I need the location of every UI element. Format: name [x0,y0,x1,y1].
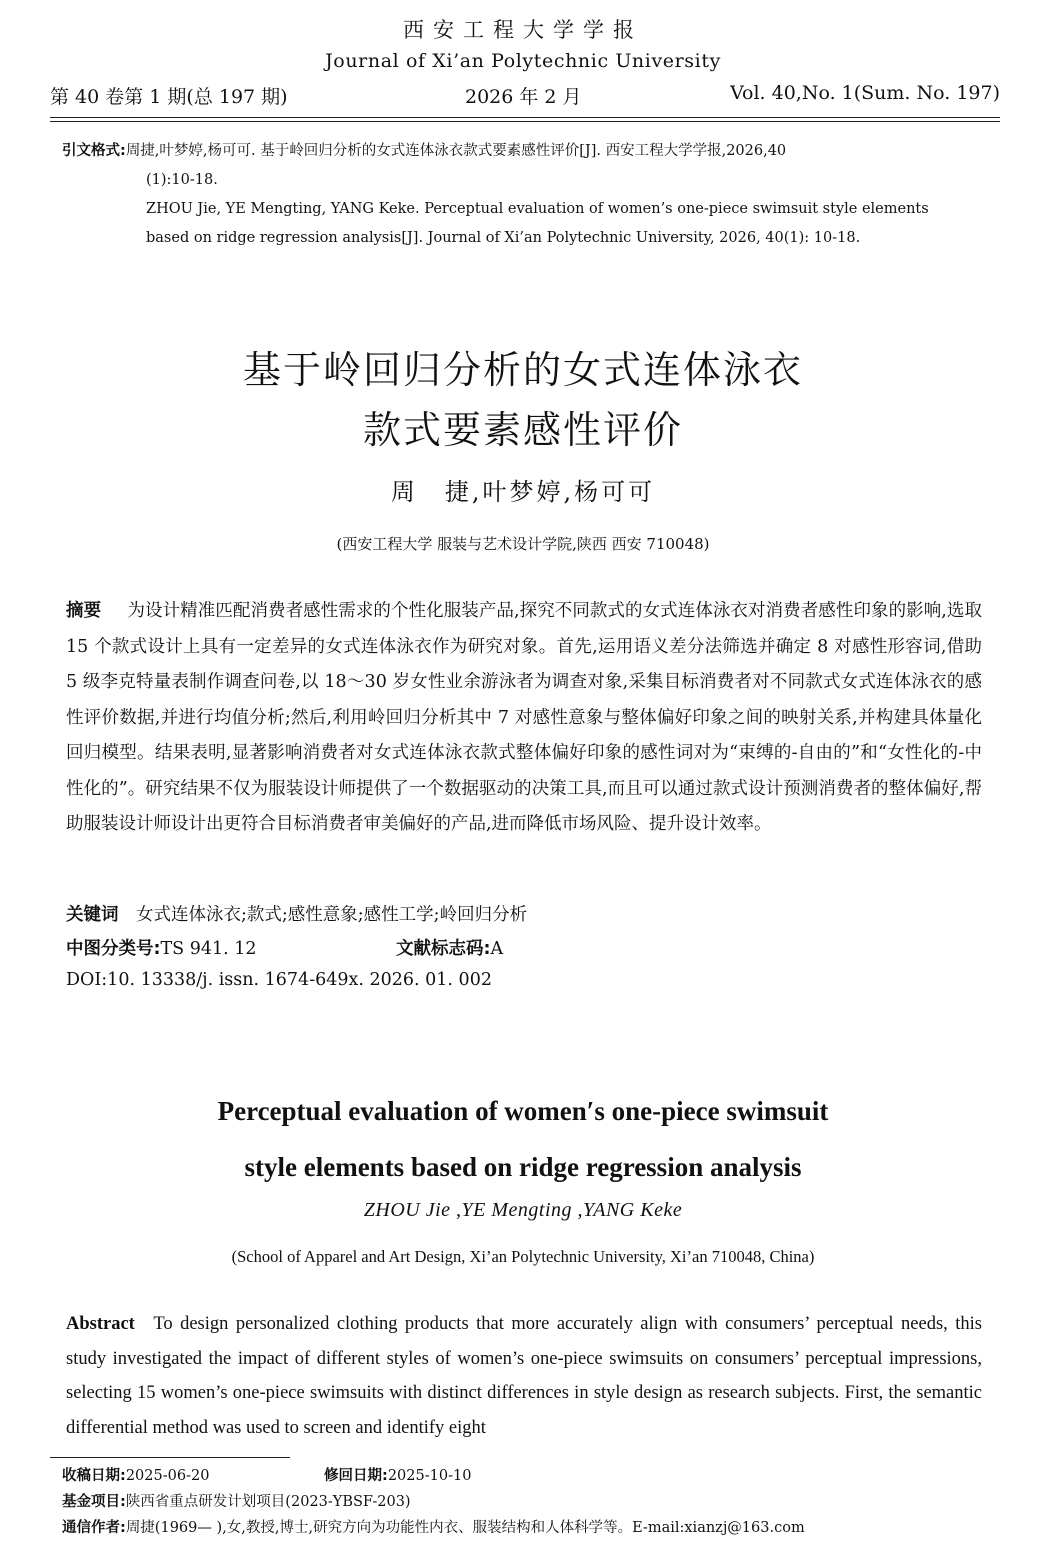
citation-cn-line2: (1):10-18. [146,172,218,188]
issue-en: Vol. 40,No. 1(Sum. No. 197) [730,82,1000,104]
clc-label: 中图分类号: [66,939,161,959]
doc-code [396,935,503,960]
paper-title-cn-line1: 基于岭回归分析的女式连体泳衣 [242,348,803,392]
header-rule-top [50,117,1000,118]
fund-text: 陕西省重点研发计划项目(2023-YBSF-203) [125,1494,411,1510]
citation-cn-line1: 周捷,叶梦婷,杨可可. 基于岭回归分析的女式连体泳衣款式要素感性评价[J]. 西安工程大学学报,2026,40 [125,143,787,159]
corr-text: 周捷(1969— ),女,教授,博士,研究方向为功能性内衣、服装结构和人体科学等。E-mail:xianzj@163.com [125,1520,805,1536]
keywords-cn [66,901,527,926]
footnote-rule [50,1457,290,1458]
abstract-cn [66,594,982,843]
journal-name-en: Journal of Xi’an Polytechnic University [325,50,721,72]
citation-en-line1: ZHOU Jie, YE Mengting, YANG Keke. Perceptual evaluation of women’s one-piece swimsuit style elements [146,201,929,217]
clc-value: TS 941. 12 [160,939,257,959]
header-rule-bottom [50,121,1000,122]
classification-row [66,935,666,960]
paper-title-cn [0,340,1046,460]
issue-cn: 第 40 卷第 1 期(总 197 期) [50,86,288,108]
paper-title-cn-line2: 款式要素感性评价 [362,408,683,452]
received-date: 2025-06-20 [125,1468,210,1484]
abstract-en [66,1307,982,1445]
corr-label: 通信作者: [62,1520,126,1536]
footnote-dates [62,1464,962,1485]
citation-label: 引文格式: [62,143,126,159]
citation-block [62,137,1030,253]
issue-date: 2026 年 2 月 [465,86,582,108]
abstract-en-text: To design personalized clothing products that more accurately align with consumers’ perceptual needs, this study investigated the impact of different styles of women’s one-piece swimsuits on consumers’ perceptual impressions, selecting 15 women’s one-piece swimsuits with distinct differences in style design as research subjects. First, the semantic differential method was used to screen and identify eight [66,1314,982,1438]
footnote-corresponding [62,1516,805,1537]
revised-group [324,1464,471,1485]
abstract-cn-text: 为设计精准匹配消费者感性需求的个性化服装产品,探究不同款式的女式连体泳衣对消费者感性印象的影响,选取 15 个款式设计上具有一定差异的女式连体泳衣作为研究对象。首先,运用语义差分法筛选并确定 8 对感性形容词,借助 5 级李克特量表制作调查问卷,以 18～30 岁女性业余游泳者为调查对象,采集目标消费者对不同款式女式连体泳衣的感性评价数据,并进行均值分析;然后,利用岭回归分析其中 7 对感性意象与整体偏好印象之间的映射关系,并构建具体量化回归模型。结果表明,显著影响消费者对女式连体泳衣款式整体偏好印象的感性词对为“束缚的-自由的”和“女性化的-中性化的”。研究结果不仅为服装设计师提供了一个数据驱动的决策工具,而且可以通过款式设计预测消费者的整体偏好,帮助服装设计师设计出更符合目标消费者审美偏好的产品,进而降低市场风险、提升设计效率。 [66,601,982,834]
paper-title-en-line1: Perceptual evaluation of women′s one-piece swimsuit [217,1096,829,1126]
doc-code-label: 文献标志码: [396,939,491,959]
revised-label: 修回日期: [324,1468,388,1484]
doc-code-value: A [490,939,504,959]
citation-en-line2: based on ridge regression analysis[J]. Journal of Xi’an Polytechnic University, 2026, 40(1): 10-18. [146,230,861,246]
received-label: 收稿日期: [62,1468,126,1484]
footnote-fund [62,1490,411,1511]
revised-date: 2025-10-10 [387,1468,472,1484]
paper-title-en-line2: style elements based on ridge regression analysis [244,1152,802,1182]
issue-row [50,82,1000,108]
keywords-cn-label: 关键词 [66,905,119,925]
abstract-cn-label: 摘要 [66,601,102,621]
affiliation-cn: (西安工程大学 服装与艺术设计学院,陕西 西安 710048) [336,535,710,553]
doi: DOI:10. 13338/j. issn. 1674-649x. 2026. 01. 002 [66,970,492,990]
authors-en: ZHOU Jie ,YE Mengting ,YANG Keke [363,1199,683,1221]
fund-label: 基金项目: [62,1494,126,1510]
paper-title-en [0,1083,1046,1195]
affiliation-en: (School of Apparel and Art Design, Xi’an Polytechnic University, Xi’an 710048, China) [231,1247,815,1266]
keywords-cn-text: 女式连体泳衣;款式;感性意象;感性工学;岭回归分析 [136,905,528,925]
journal-name-cn: 西安工程大学学报 [403,18,643,42]
abstract-en-label: Abstract [66,1314,135,1334]
authors-cn: 周 捷,叶梦婷,杨可可 [390,478,656,506]
